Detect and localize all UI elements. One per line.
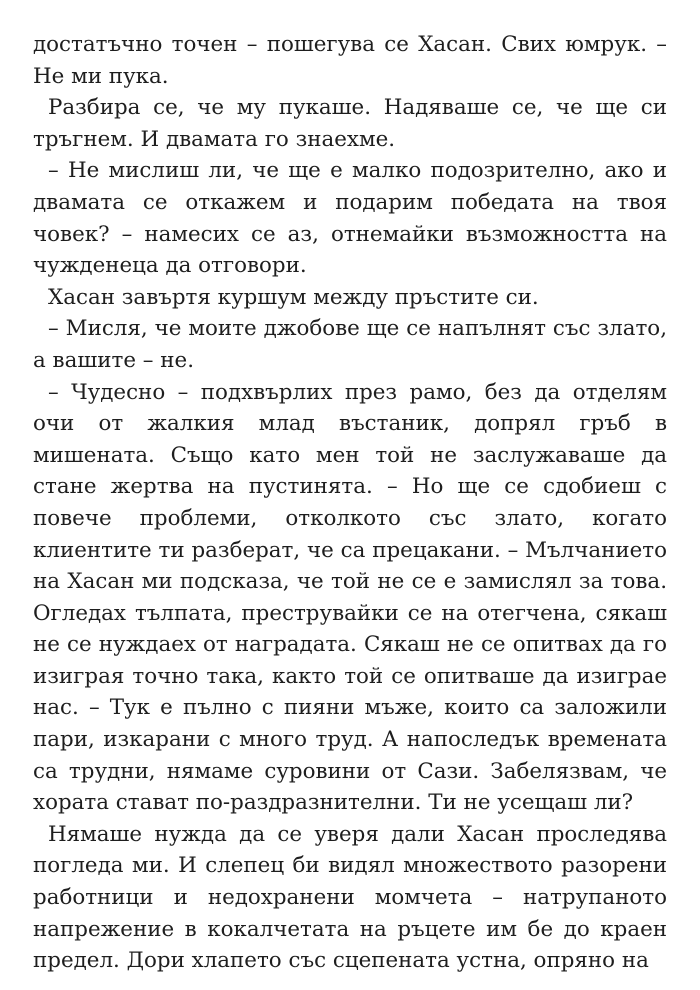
book-page — [33, 29, 667, 977]
paragraph: Нямаше нужда да се уверя дали Хасан проследява погледа ми. И слепец би видял множеството разорени работници и недохранени момчета – натрупаното напрежение в кокалчетата на ръцете им бе до краен предел. Дори хлапето със сцепената устна, опряно на — [33, 821, 667, 974]
paragraph: – Не мислиш ли, че ще е малко подозрително, ако и двамата се откажем и подарим победата на твоя човек? – намесих се аз, отнемайки възможността на чужденеца да отговори. — [33, 158, 667, 279]
paragraph-continuation: достатъчно точен – пошегува се Хасан. Свих юмрук. – Не ми пука. — [33, 32, 667, 89]
paragraph: Разбира се, че му пукаше. Надяваше се, че ще си тръгнем. И двамата го знаехме. — [33, 95, 667, 152]
paragraph: Хасан завъртя куршум между пръстите си. — [48, 284, 539, 310]
paragraph: – Мисля, че моите джобове ще се напълнят със злато, а вашите – не. — [33, 316, 667, 373]
paragraph: – Чудесно – подхвърлих през рамо, без да отделям очи от жалкия млад въстаник, допрял гръб в мишената. Също като мен той не заслужаваше да стане жертва на пустинята. – Но ще се сдобиеш с повече проблеми, отколкото със злато, когато клиентите ти разберат, че са прецакани. – Мълчанието на Хасан ми подсказа, че той не се е замислял за това. Огледах тълпата, преструвайки се на отегчена, сякаш не се нуждаех от наградата. Сякаш не се опитвах да го изиграя точно така, както той се опитваше да изиграе нас. – Тук е пълно с пияни мъже, които са заложили пари, изкарани с много труд. А напоследък времената са трудни, нямаме суровини от Сази. Забелязвам, че хората стават по-раздразнителни. Ти не усещаш ли? — [33, 379, 667, 816]
